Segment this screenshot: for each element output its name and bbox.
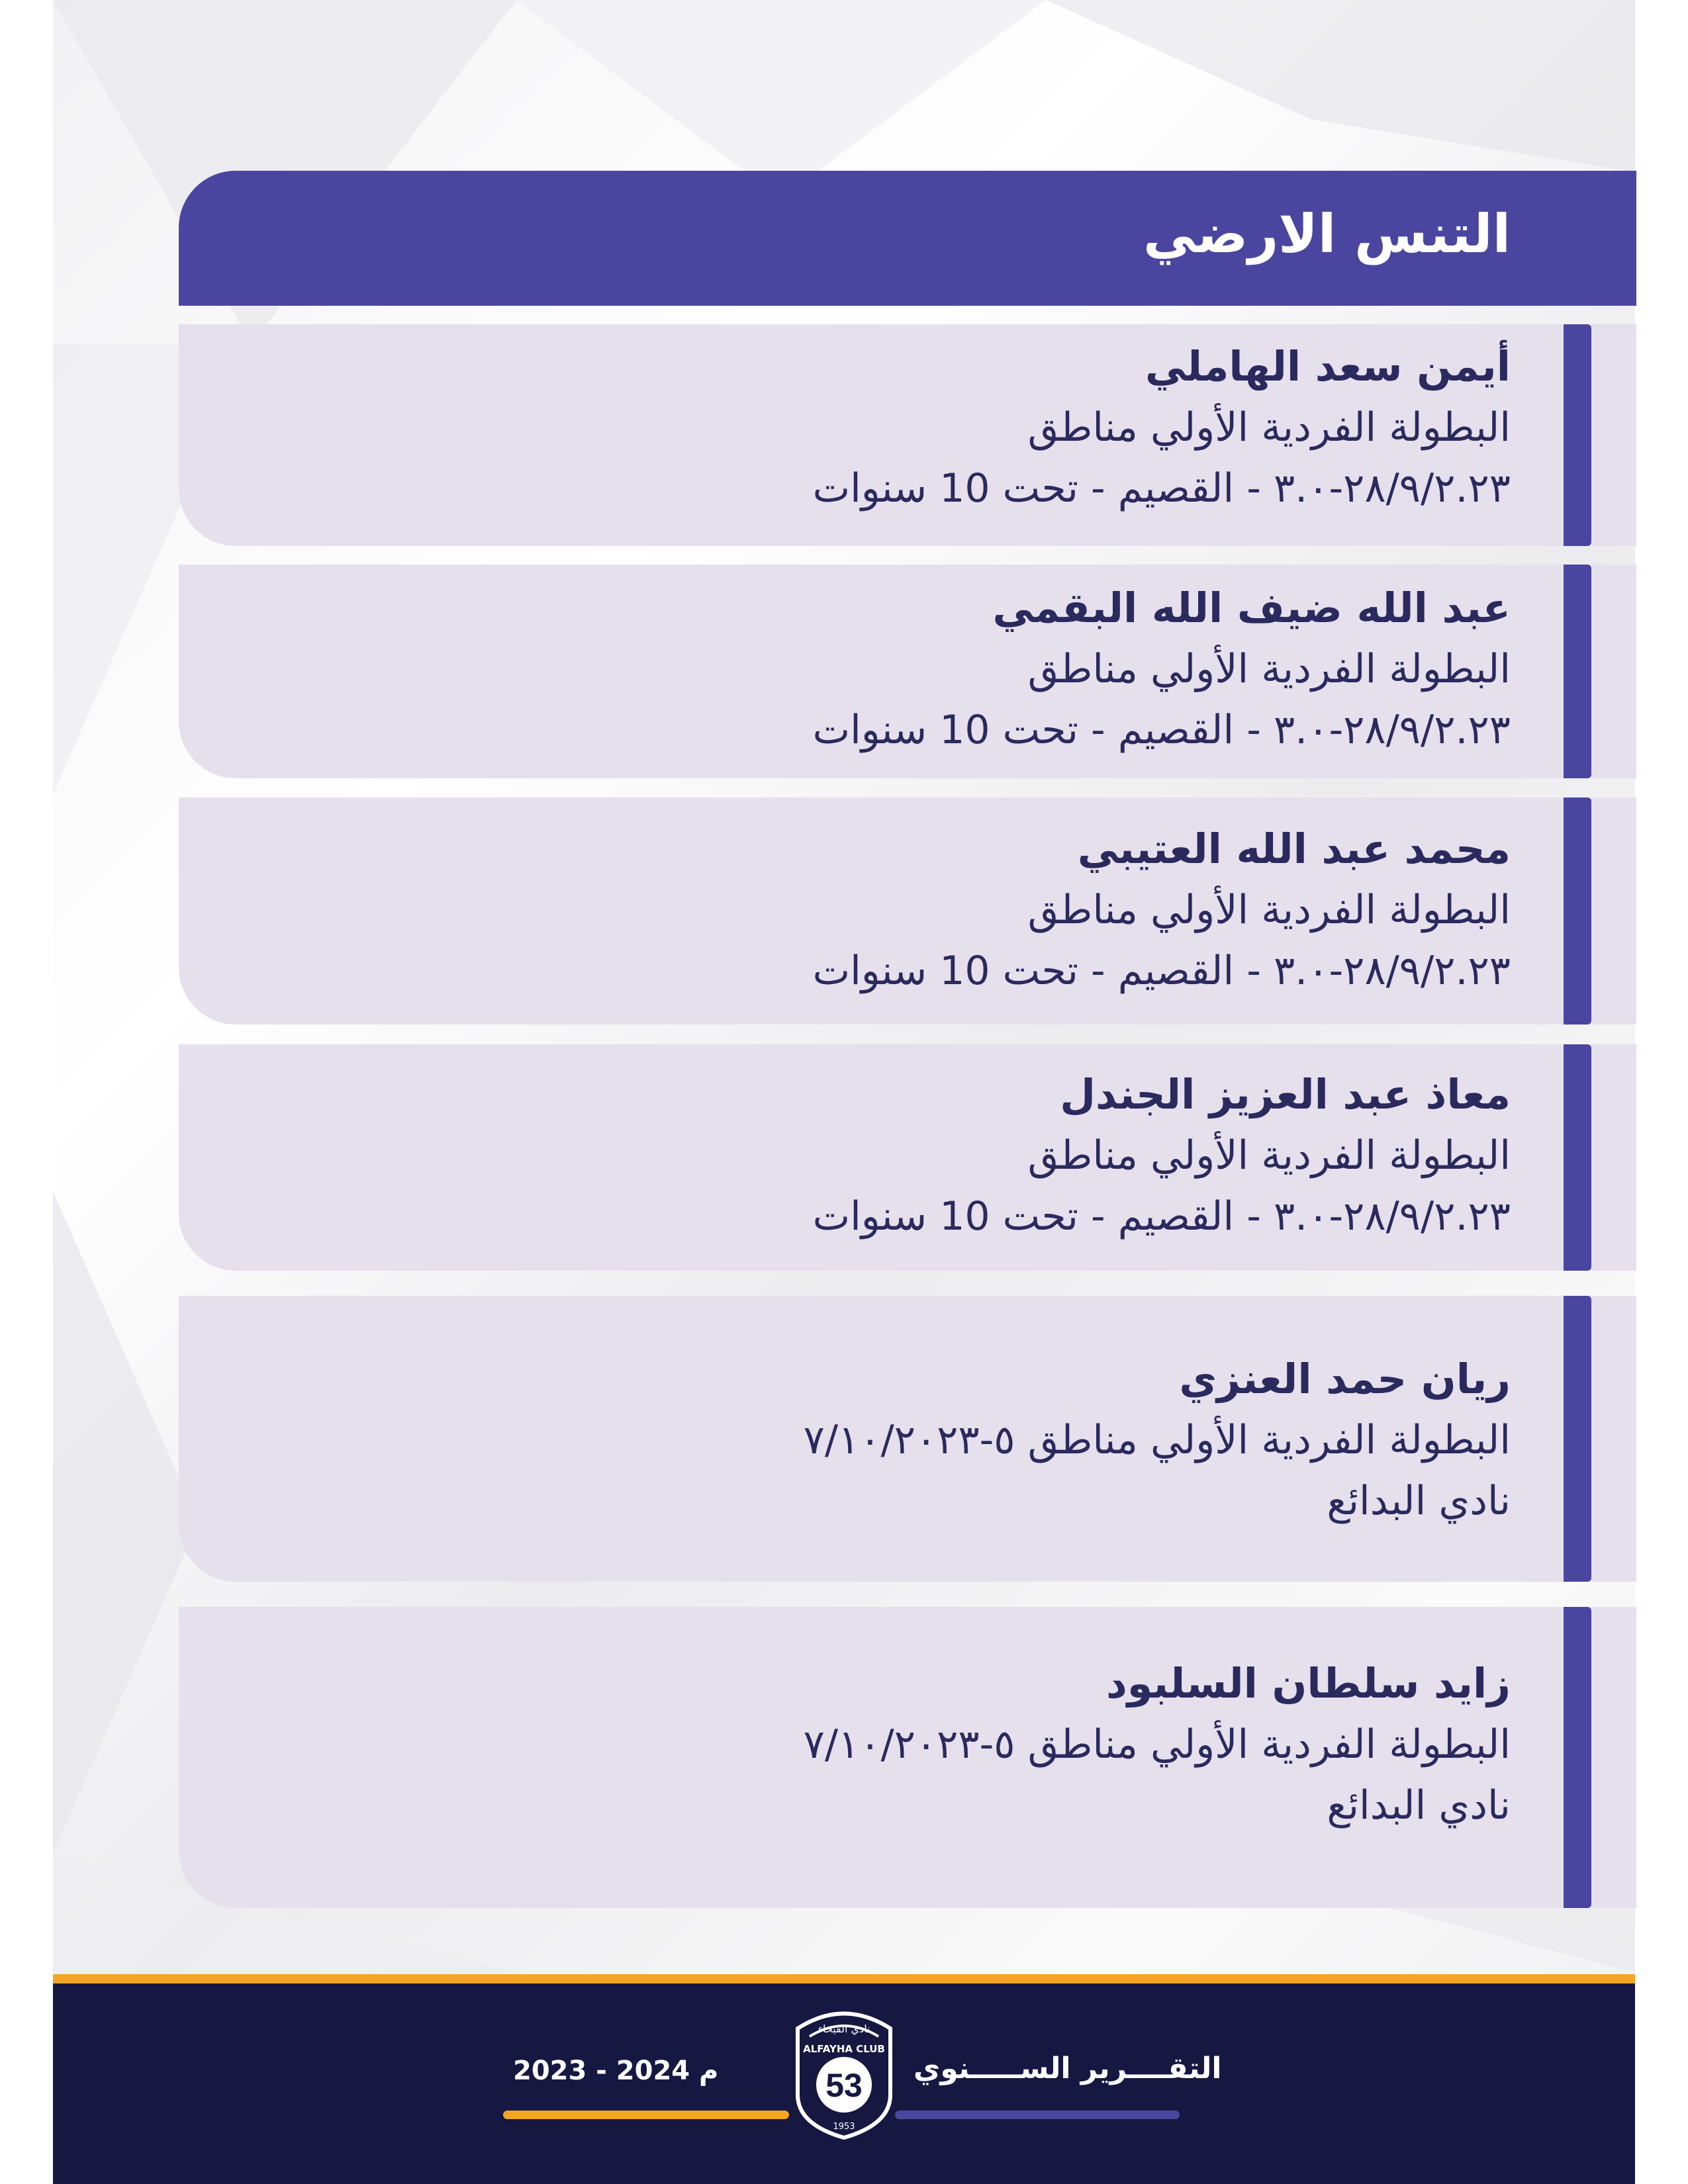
- card-accent-bar: [1564, 324, 1591, 546]
- event-venue: نادي البدائع: [1327, 1782, 1511, 1829]
- svg-text:ALFAYHA CLUB: ALFAYHA CLUB: [803, 2043, 885, 2055]
- athlete-name: أيمن سعد الهاملي: [1145, 342, 1511, 390]
- event-details: ٢٨/٩/٢.٢٣-٣.٠ - القصيم - تحت 10 سنوات: [812, 948, 1511, 994]
- athlete-name: محمد عبد الله العتيبي: [1077, 825, 1511, 873]
- event-title: البطولة الفردية الأولي مناطق ٥-٧/١٠/٢٠٢٣: [803, 1721, 1511, 1768]
- svg-text:1953: 1953: [833, 2122, 855, 2132]
- athlete-card: [179, 565, 1636, 778]
- event-details: ٢٨/٩/٢.٢٣-٣.٠ - القصيم - تحت 10 سنوات: [812, 1193, 1511, 1240]
- card-accent-bar: [1564, 1044, 1591, 1271]
- card-accent-bar: [1564, 797, 1591, 1024]
- event-title: البطولة الفردية الأولي مناطق ٥-٧/١٠/٢٠٢٣: [803, 1417, 1511, 1463]
- athlete-name: زايد سلطان السلبود: [1105, 1659, 1511, 1707]
- svg-text:53: 53: [825, 2067, 863, 2104]
- title-underline: [895, 2111, 1180, 2119]
- athlete-card: [179, 1607, 1636, 1908]
- athlete-name: عبد الله ضيف الله البقمي: [992, 584, 1511, 632]
- event-venue: نادي البدائع: [1327, 1478, 1511, 1524]
- club-logo-icon: [784, 2002, 904, 2141]
- event-details: ٢٨/٩/٢.٢٣-٣.٠ - القصيم - تحت 10 سنوات: [812, 465, 1511, 512]
- event-details: ٢٨/٩/٢.٢٣-٣.٠ - القصيم - تحت 10 سنوات: [812, 707, 1511, 753]
- athlete-card: [179, 797, 1636, 1024]
- athlete-card: [179, 1296, 1636, 1582]
- section-title: التنس الارضي: [1143, 203, 1511, 265]
- svg-text:نادي الفيحاء: نادي الفيحاء: [818, 2023, 870, 2035]
- athlete-card: [179, 324, 1636, 546]
- section-header: [179, 171, 1636, 306]
- card-accent-bar: [1564, 565, 1591, 778]
- card-accent-bar: [1564, 1296, 1591, 1582]
- event-title: البطولة الفردية الأولي مناطق: [1027, 1132, 1511, 1179]
- athlete-name: معاذ عبد العزيز الجندل: [1060, 1070, 1511, 1118]
- event-title: البطولة الفردية الأولي مناطق: [1027, 646, 1511, 692]
- card-accent-bar: [1564, 1607, 1591, 1908]
- athlete-card: [179, 1044, 1636, 1271]
- footer-orange-stripe: [53, 1974, 1635, 1983]
- annual-report-title: التقــــرير الســـــنوي: [914, 2052, 1222, 2085]
- athlete-name: ريان حمد العنزي: [1179, 1355, 1511, 1403]
- report-year-range: م 2024 - 2023: [513, 2056, 719, 2086]
- year-underline: [503, 2111, 789, 2119]
- event-title: البطولة الفردية الأولي مناطق: [1027, 404, 1511, 451]
- event-title: البطولة الفردية الأولي مناطق: [1027, 887, 1511, 933]
